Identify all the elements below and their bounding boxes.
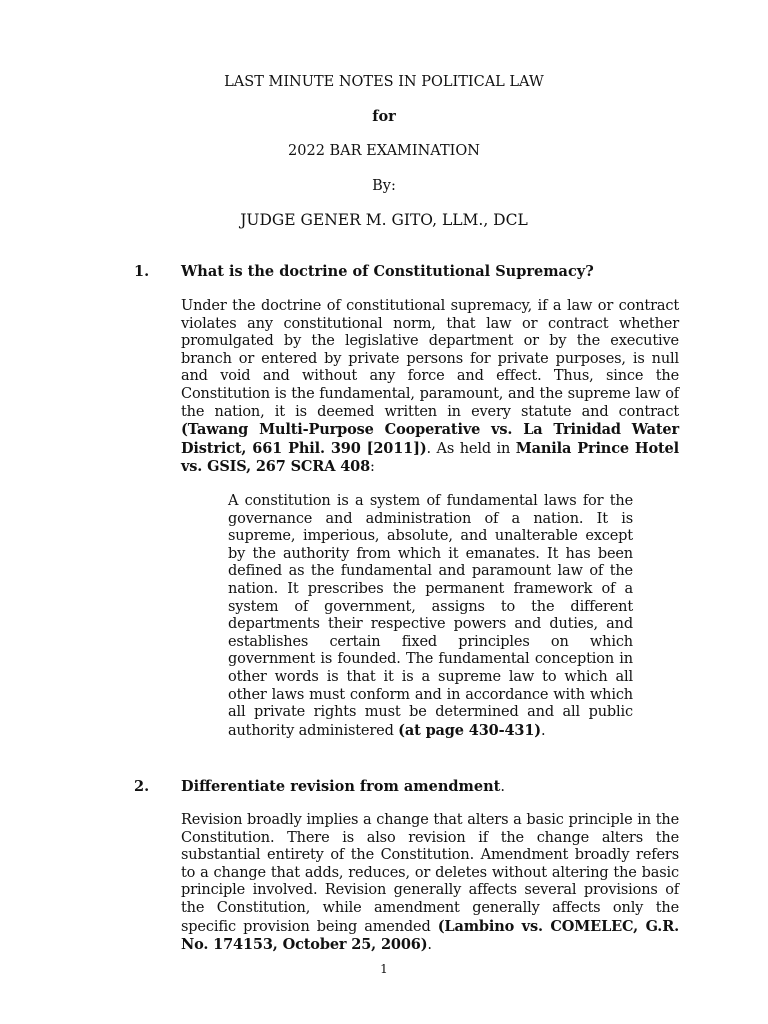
page-number: 1 (380, 962, 388, 976)
title-for: for (372, 108, 396, 125)
question-1-number: 1. (134, 263, 150, 280)
block-quote-text: A constitution is a system of fundamental laws for the governance and administration of a nation. It is supreme, imperious, absolute, and unalterable except by the authority from which it emanates. It has been defined as the fundamental and paramount law of the nation. It prescribes the permanent framework of a system of government, assigns to the different departments their respective powers and duties, and establishes certain fixed principles on which government is founded. The fundamental conception in other words is that it is a supreme law to which all other laws must conform and in accordance with which all private rights must be determined and all public authority administered (228, 493, 633, 739)
answer-2-citation: (Lambino vs. COMELEC, G.R. No. 174153, October 25, 2006) (181, 917, 679, 954)
answer-1-paragraph (181, 298, 679, 477)
answer-2-end: . (427, 937, 432, 954)
exam-title: 2022 BAR EXAMINATION (288, 143, 480, 159)
question-1-text: What is the doctrine of Constitutional Supremacy? (181, 263, 594, 280)
answer-1-citation-2: Manila Prince Hotel vs. GSIS, 267 SCRA 408 (181, 439, 679, 476)
answer-1-text: Under the doctrine of constitutional supremacy, if a law or contract violates any constitutional norm, that law or contract whether promulgated by the legislative department or by the executive branch or entered by private persons for private purposes, is null and void and without any force and effect. Thus, since the Constitution is the fundamental, paramount, and the supreme law of the nation, it is deemed written in every statute and contract (181, 298, 679, 420)
question-2-end: . (500, 779, 505, 795)
block-quote-citation: (at page 430-431) (398, 721, 541, 739)
question-2-text: Differentiate revision from amendment (181, 778, 501, 795)
answer-1-citation-1: (Tawang Multi-Purpose Cooperative vs. La Trinidad Water District, 661 Phil. 390 [2011]) (181, 421, 679, 457)
question-2-text-wrap (181, 778, 505, 796)
author-name: JUDGE GENER M. GITO, LLM., DCL (240, 211, 528, 229)
document-title: LAST MINUTE NOTES IN POLITICAL LAW (224, 74, 544, 90)
question-2-number: 2. (134, 778, 150, 795)
block-quote (228, 493, 633, 740)
answer-1-colon: : (370, 459, 375, 476)
block-quote-end: . (540, 722, 546, 739)
answer-2-text: Revision broadly implies a change that alters a basic principle in the Constitution. There is also revision if the change alters the substantial entirety of the Constitution. Amendment broadly refers to a change that adds, reduces, or deletes without altering the basic principle involved. Revision generally affects several provisions of the Constitution, while amendment generally affects only the specific provision being amended (181, 812, 679, 935)
by-line: By: (372, 178, 396, 194)
answer-1-connector: . As held in (426, 440, 516, 457)
answer-2-paragraph (181, 812, 679, 955)
